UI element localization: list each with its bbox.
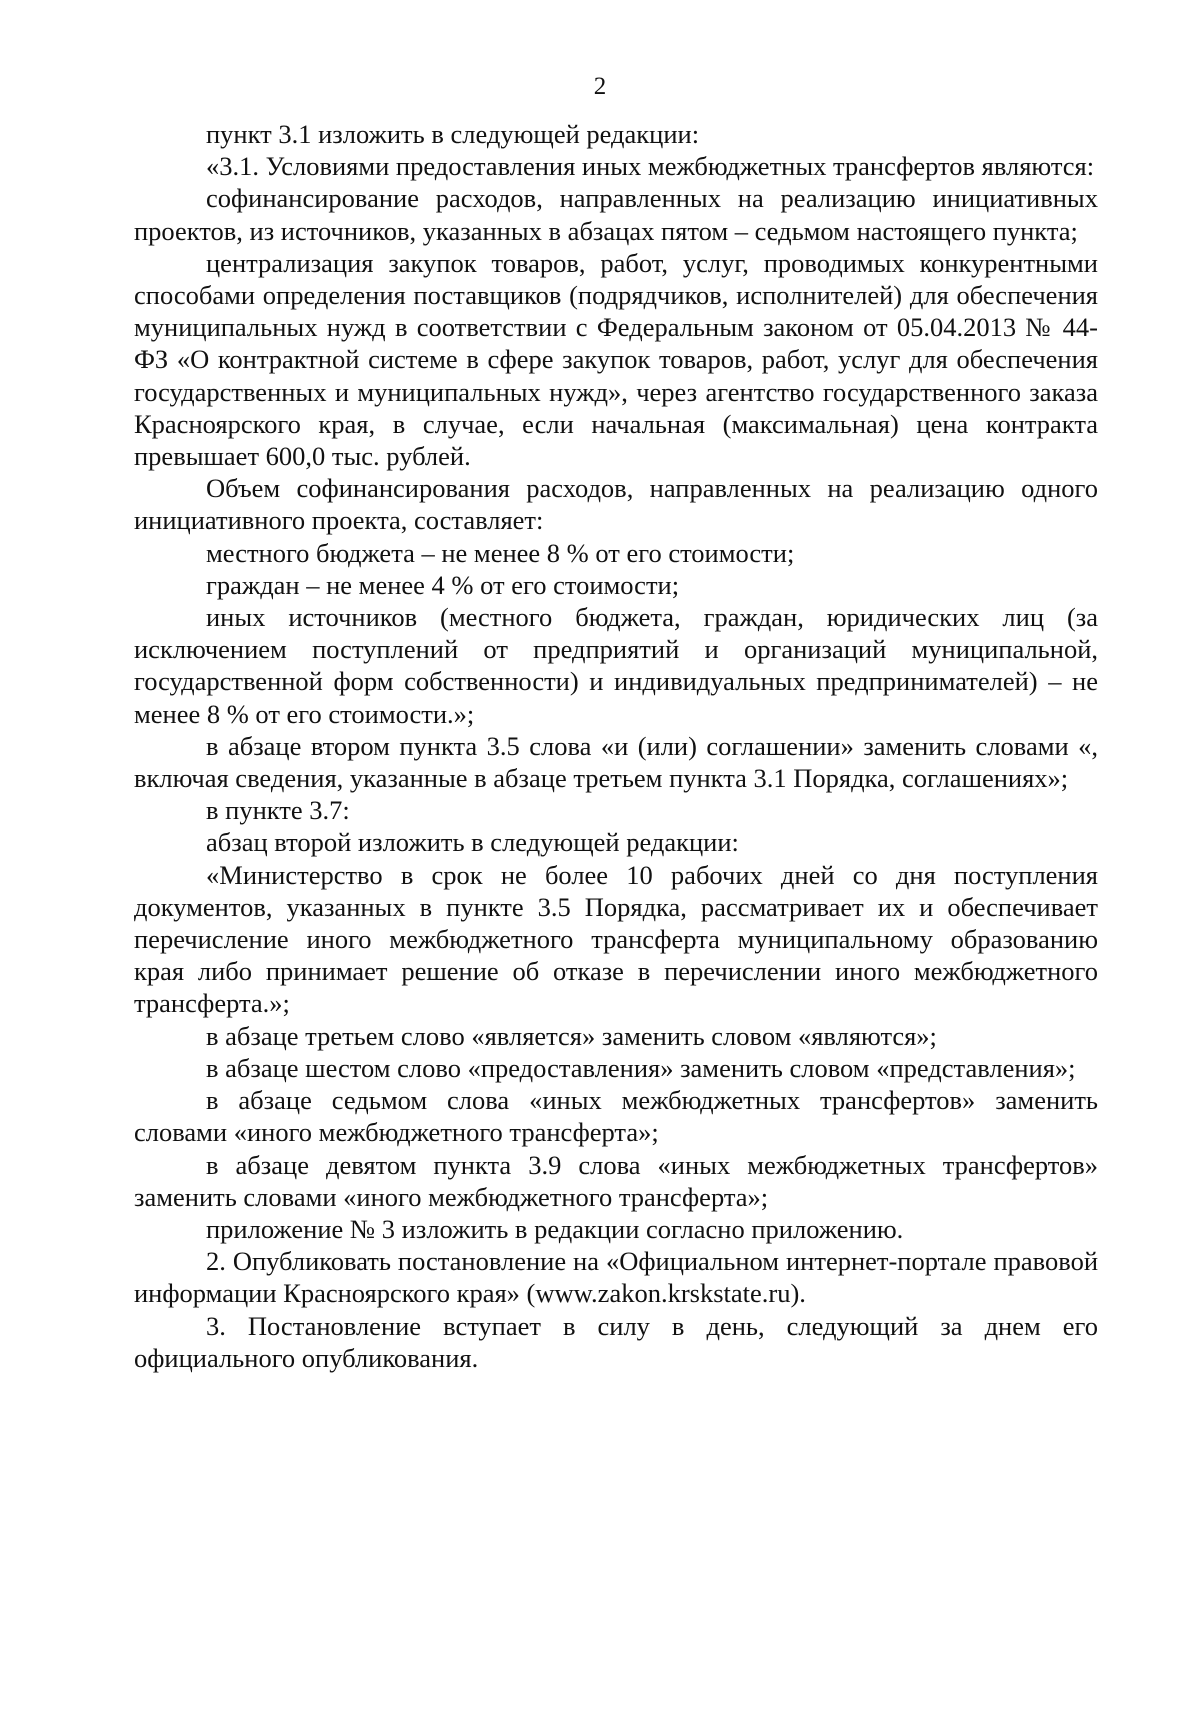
- paragraph-citizens: граждан – не менее 4 % от его стоимости;: [206, 569, 680, 600]
- paragraph-third-abzac: в абзаце третьем слово «является» заменить словом «являются»;: [206, 1020, 937, 1051]
- paragraph-publish: 2. Опубликовать постановление на «Официальном интернет-портале правовой информации Красноярского края» (www.zakon.krskstate.ru).: [134, 1246, 1098, 1309]
- paragraph-intro: пункт 3.1 изложить в следующей редакции:: [206, 119, 700, 149]
- paragraph-cofinancing-volume: Объем софинансирования расходов, направленных на реализацию одного инициативного проекта, составляет:: [134, 473, 1098, 536]
- page-number: 2: [593, 73, 607, 100]
- paragraph-sixth-abzac: в абзаце шестом слово «предоставления» заменить словом «представления»;: [206, 1052, 1076, 1083]
- paragraph-seventh-abzac: в абзаце седьмом слова «иных межбюджетных трансфертов» заменить словами «иного межбюджетного трансферта»;: [134, 1085, 1098, 1148]
- paragraph-cofinancing: софинансирование расходов, направленных на реализацию инициативных проектов, из источников, указанных в абзацах пятом – седьмом настоящего пункта;: [134, 183, 1098, 246]
- paragraph-other-sources: иных источников (местного бюджета, граждан, юридических лиц (за исключением поступлений от предприятий и организаций муниципальной, государственной форм собственности) и индивидуальных предпринимателей) – не менее 8 % от его стоимости.»;: [134, 602, 1098, 729]
- paragraph-effective: 3. Постановление вступает в силу в день, следующий за днем его официального опубликования.: [134, 1310, 1098, 1373]
- paragraph-appendix: приложение № 3 изложить в редакции согласно приложению.: [206, 1213, 904, 1244]
- paragraph-local-budget: местного бюджета – не менее 8 % от его стоимости;: [206, 537, 795, 568]
- paragraph-ministry: «Министерство в срок не более 10 рабочих дней со дня поступления документов, указанных в пункте 3.5 Порядка, рассматривает их и обеспечивает перечисление иного межбюджетного трансферта муниципальному образованию края либо принимает решение об отказе в перечислении иного межбюджетного трансферта.»;: [134, 859, 1098, 1019]
- document-body: [134, 118, 1098, 1374]
- paragraph-second-abzac: абзац второй изложить в следующей редакции:: [206, 827, 739, 858]
- paragraph-ninth-abzac: в абзаце девятом пункта 3.9 слова «иных межбюджетных трансфертов» заменить словами «иного межбюджетного трансферта»;: [134, 1149, 1098, 1212]
- paragraph-3-5-amendment: в абзаце втором пункта 3.5 слова «и (или) соглашении» заменить словами «, включая сведения, указанные в абзаце третьем пункта 3.1 Порядка, соглашениях»;: [134, 730, 1098, 794]
- paragraph-3-7: в пункте 3.7:: [206, 795, 350, 826]
- paragraph-centralization: централизация закупок товаров, работ, услуг, проводимых конкурентными способами определения поставщиков (подрядчиков, исполнителей) для обеспечения муниципальных нужд в соответствии с Федеральным законом от 05.04.2013 № 44-ФЗ «О контрактной системе в сфере закупок товаров, работ, услуг для обеспечения государственных и муниципальных нужд», через агентство государственного заказа Красноярского края, в случае, если начальная (максимальная) цена контракта превышает 600,0 тыс. рублей.: [134, 247, 1098, 472]
- paragraph-3-1-conditions: «3.1. Условиями предоставления иных межбюджетных трансфертов являются:: [206, 151, 1095, 182]
